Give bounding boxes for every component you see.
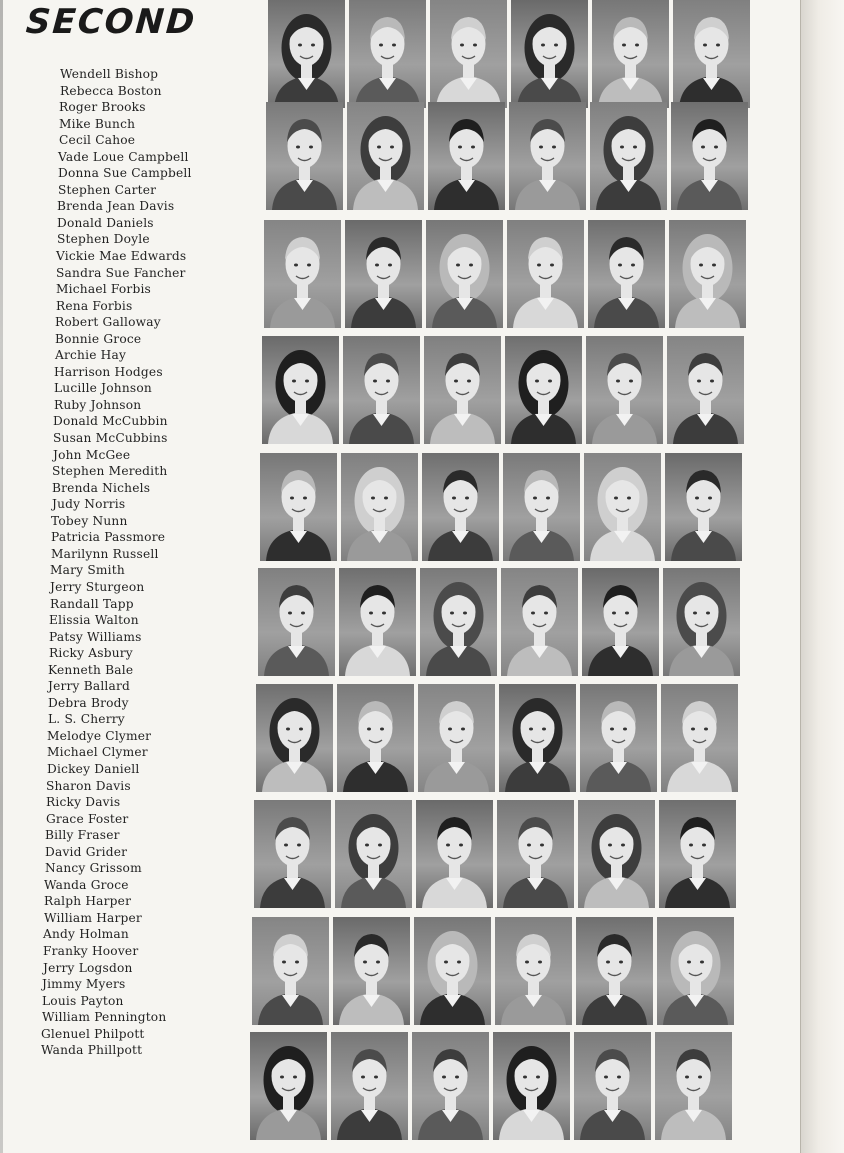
student-portrait [414, 917, 491, 1025]
student-portrait [430, 0, 507, 108]
student-portrait [256, 684, 333, 792]
student-portrait [501, 568, 578, 676]
student-portrait [576, 917, 653, 1025]
student-portrait [499, 684, 576, 792]
student-name: Wanda Phillpott [41, 1043, 143, 1058]
student-portrait [426, 220, 503, 328]
student-portrait [667, 336, 744, 444]
student-name: Stephen Carter [58, 182, 157, 197]
student-name: Mary Smith [50, 563, 125, 578]
student-name: Billy Fraser [45, 828, 120, 843]
student-portrait [345, 220, 422, 328]
student-name: William Pennington [42, 1010, 167, 1025]
student-name: Donald Daniels [57, 215, 154, 230]
student-name: John McGee [53, 447, 131, 462]
student-portrait [578, 800, 655, 908]
student-portrait [335, 800, 412, 908]
student-name: Jimmy Myers [42, 977, 126, 992]
student-name: Ricky Davis [46, 795, 121, 810]
student-name: Michael Forbis [56, 282, 152, 297]
student-portrait [420, 568, 497, 676]
student-portrait [337, 684, 414, 792]
student-portrait [669, 220, 746, 328]
student-portrait [511, 0, 588, 108]
student-portrait [333, 917, 410, 1025]
student-portrait [339, 568, 416, 676]
student-portrait [582, 568, 659, 676]
student-portrait [509, 102, 586, 210]
student-portrait [655, 1032, 732, 1140]
student-portrait [661, 684, 738, 792]
student-name: Kenneth Bale [48, 662, 134, 677]
student-name: Dickey Daniell [47, 761, 140, 776]
student-name: Patricia Passmore [51, 530, 166, 545]
student-name: Jerry Logsdon [43, 960, 133, 975]
student-name: Andy Holman [43, 927, 129, 942]
student-portrait [505, 336, 582, 444]
student-portrait [671, 102, 748, 210]
student-portrait [254, 800, 331, 908]
student-name: Donald McCubbin [53, 414, 168, 429]
student-portrait [507, 220, 584, 328]
student-name: Melodye Clymer [47, 728, 152, 743]
student-name: Ralph Harper [44, 894, 132, 909]
section-title: SECOND [24, 2, 198, 42]
student-name: Judy Norris [52, 497, 126, 512]
student-portrait [250, 1032, 327, 1140]
student-name: Sandra Sue Fancher [56, 265, 186, 280]
student-portrait [260, 453, 337, 561]
student-name: Rena Forbis [56, 298, 133, 313]
student-portrait [418, 684, 495, 792]
student-name: Louis Payton [42, 993, 124, 1008]
student-name: Susan McCubbins [53, 431, 168, 446]
student-name: Cecil Cahoe [59, 133, 136, 148]
student-portrait [659, 800, 736, 908]
student-portrait [495, 917, 572, 1025]
student-portrait [497, 800, 574, 908]
student-portrait [592, 0, 669, 108]
student-portrait [584, 453, 661, 561]
student-name: Sharon Davis [46, 778, 131, 793]
student-name: Donna Sue Campbell [58, 166, 192, 181]
student-name: Wendell Bishop [60, 67, 159, 81]
student-portrait [416, 800, 493, 908]
student-name: Stephen Doyle [57, 232, 150, 247]
student-name: Roger Brooks [59, 100, 146, 115]
student-portrait [264, 220, 341, 328]
student-name: Robert Galloway [55, 315, 161, 330]
student-name: Vade Loue Campbell [58, 149, 189, 164]
student-name: Harrison Hodges [54, 364, 163, 379]
student-portrait [422, 453, 499, 561]
student-name: Glenuel Philpott [41, 1026, 145, 1041]
student-portrait [258, 568, 335, 676]
student-portrait [262, 336, 339, 444]
student-name: Jerry Ballard [48, 679, 131, 694]
student-portrait [663, 568, 740, 676]
student-portrait [574, 1032, 651, 1140]
student-name: Patsy Williams [49, 629, 142, 644]
student-name: Debra Brody [48, 695, 129, 710]
student-name: Mike Bunch [59, 116, 136, 131]
student-name: Franky Hoover [43, 943, 139, 958]
student-portrait [493, 1032, 570, 1140]
student-portrait [331, 1032, 408, 1140]
student-name: Brenda Nichels [52, 480, 151, 495]
book-binding [800, 0, 844, 1153]
student-portrait [657, 917, 734, 1025]
student-portrait [341, 453, 418, 561]
student-portrait [412, 1032, 489, 1140]
student-name: Brenda Jean Davis [57, 199, 175, 214]
student-portrait [588, 220, 665, 328]
student-portrait [590, 102, 667, 210]
student-portrait [349, 0, 426, 108]
student-portrait [580, 684, 657, 792]
student-portrait [424, 336, 501, 444]
student-portrait [673, 0, 750, 108]
student-name: Bonnie Groce [55, 331, 142, 346]
student-name: David Grider [45, 844, 128, 859]
student-name: Jerry Sturgeon [50, 579, 145, 594]
student-portrait [347, 102, 424, 210]
student-name: Elissia Walton [49, 613, 139, 628]
student-portrait [252, 917, 329, 1025]
student-portrait [428, 102, 505, 210]
student-portrait [266, 102, 343, 210]
student-name: Randall Tapp [50, 596, 134, 611]
student-name: Lucille Johnson [54, 381, 152, 396]
student-name: Grace Foster [46, 811, 129, 826]
student-portrait [268, 0, 345, 108]
student-name: William Harper [44, 910, 142, 925]
student-portrait [343, 336, 420, 444]
student-name: Wanda Groce [44, 877, 129, 892]
student-name: Tobey Nunn [51, 513, 128, 528]
student-portrait [665, 453, 742, 561]
student-name: Rebecca Boston [60, 83, 162, 98]
student-name: Marilynn Russell [51, 546, 159, 561]
student-name: L. S. Cherry [48, 712, 125, 727]
student-name: Archie Hay [55, 348, 127, 363]
student-name: Nancy Grissom [45, 861, 142, 876]
student-portrait [503, 453, 580, 561]
student-name: Ricky Asbury [49, 646, 133, 661]
student-name: Stephen Meredith [52, 464, 168, 479]
student-name: Michael Clymer [47, 745, 148, 760]
student-name: Vickie Mae Edwards [56, 249, 187, 264]
student-portrait [586, 336, 663, 444]
student-name: Ruby Johnson [54, 397, 142, 412]
